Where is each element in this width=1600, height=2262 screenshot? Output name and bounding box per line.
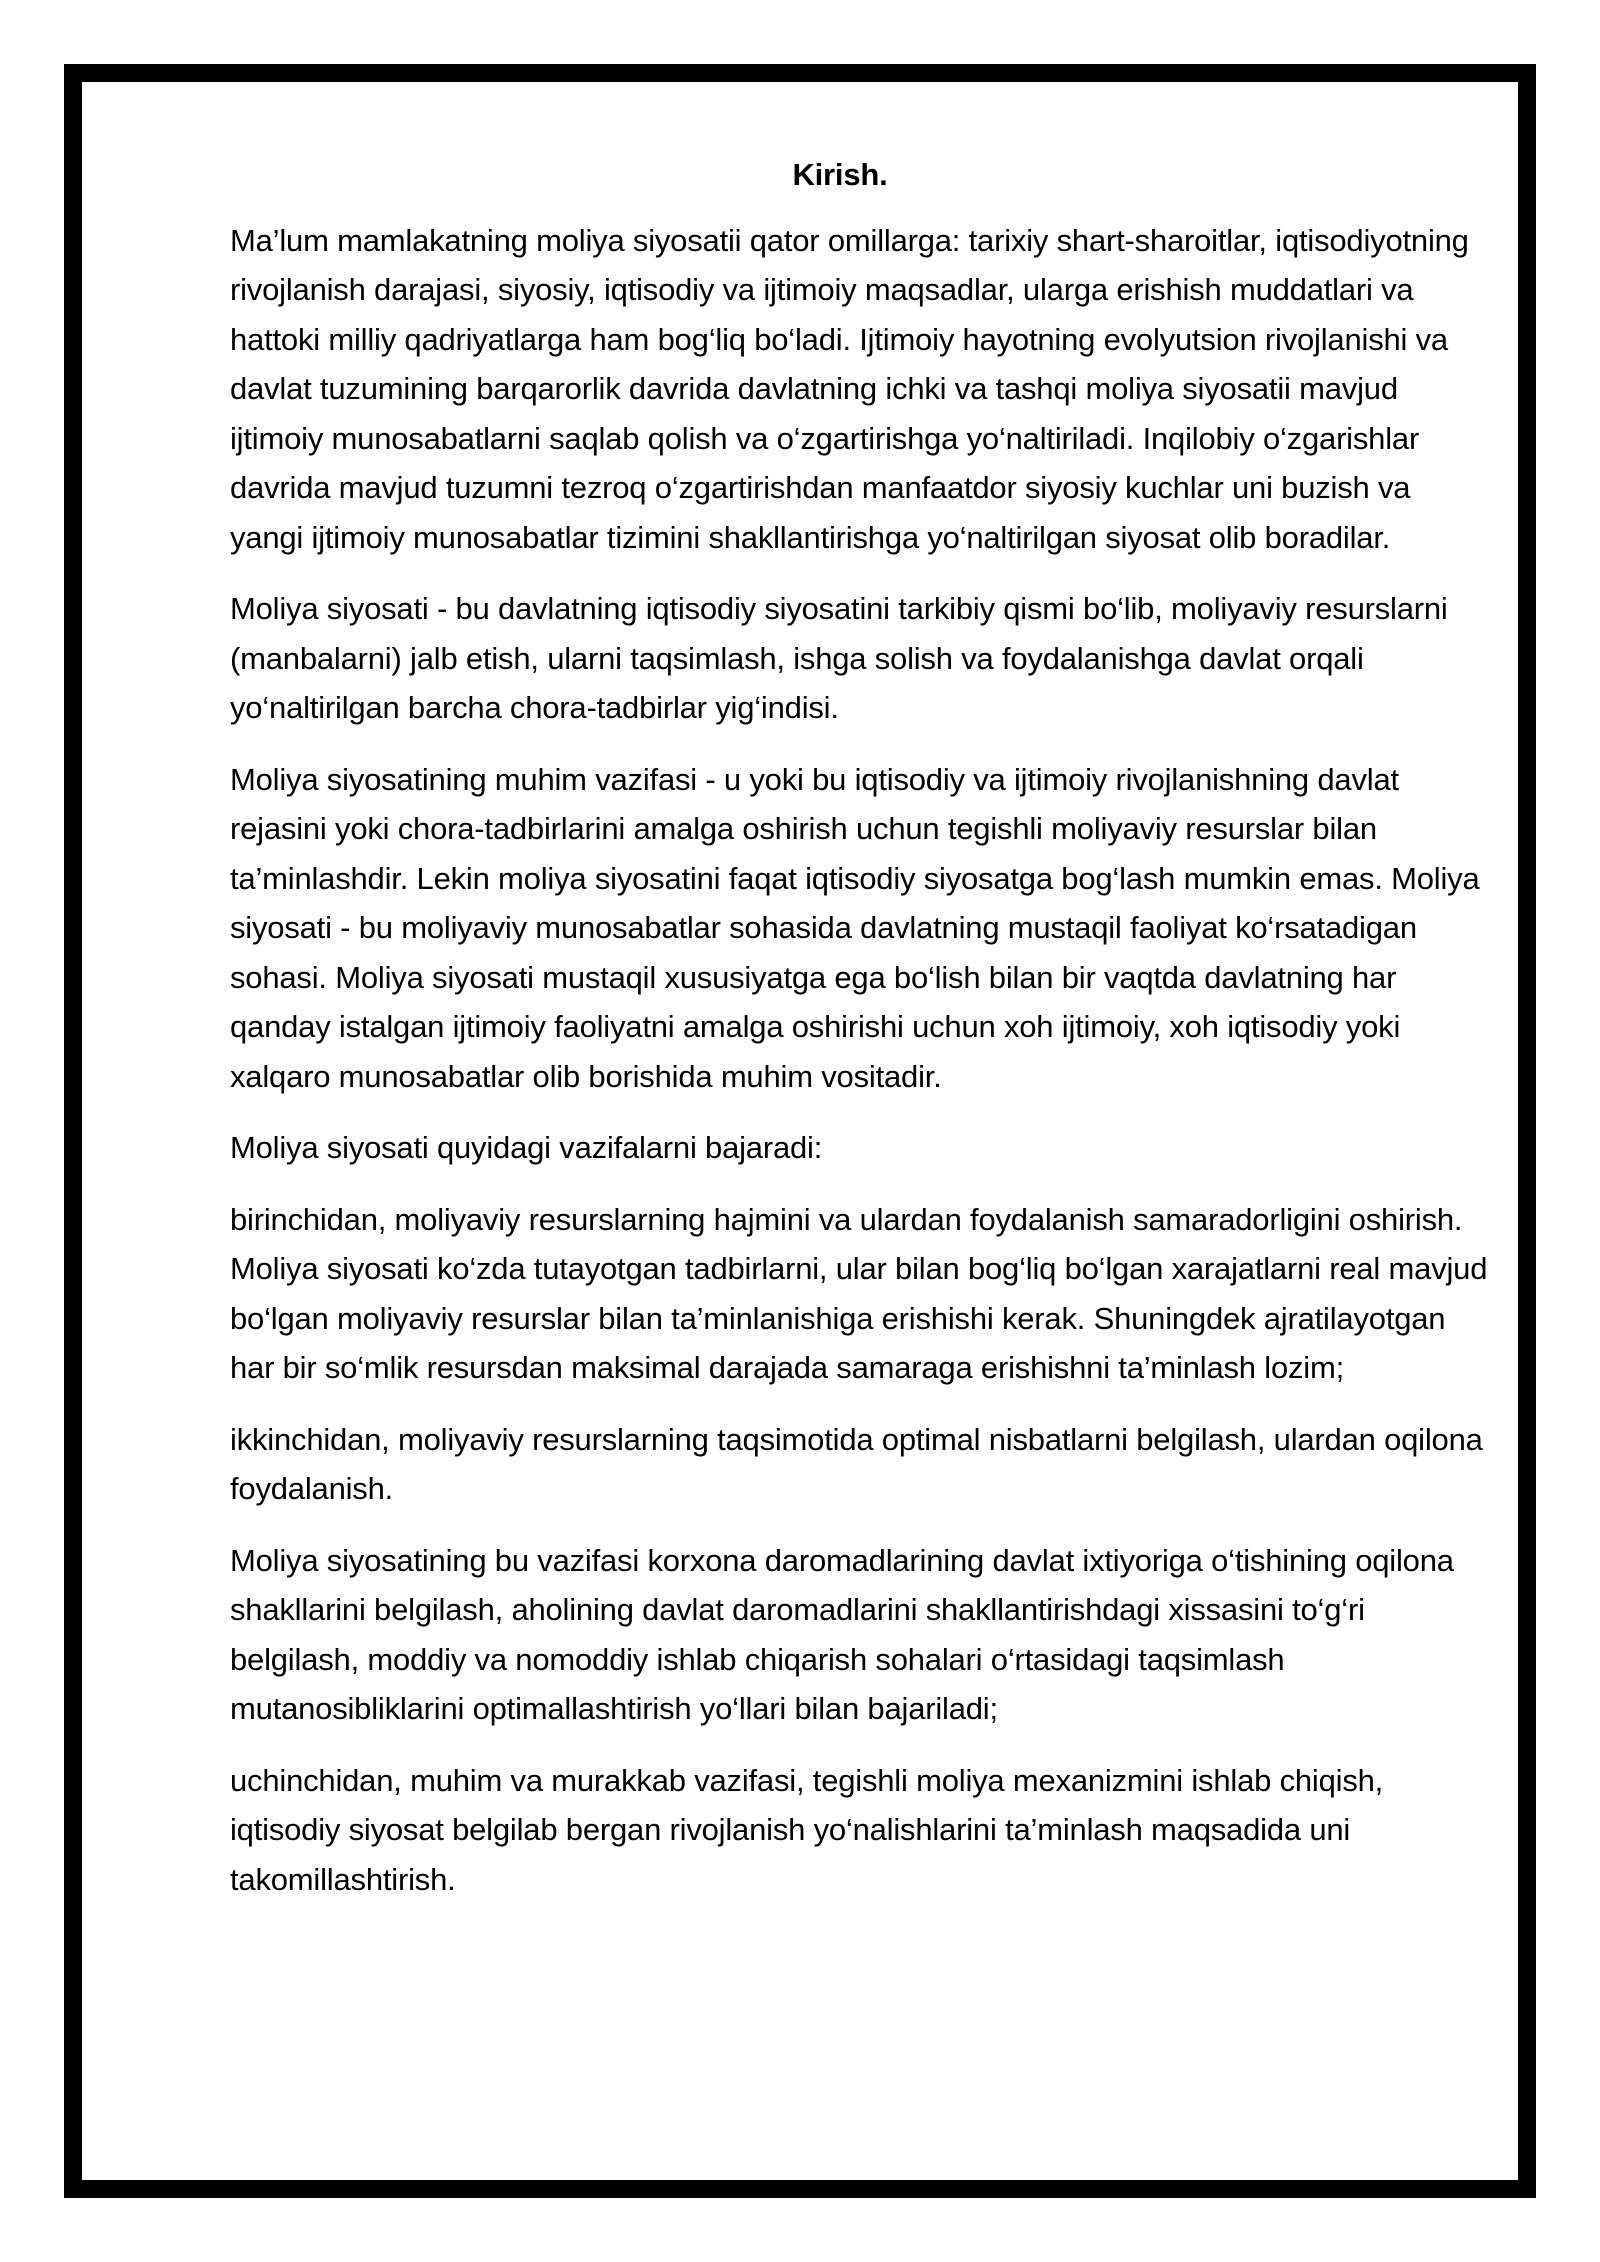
paragraph-second-task-detail: Moliya siyosatining bu vazifasi korxona daromadlarining davlat ixtiyoriga o‘tishining oqilona shakllarini belgilash, aholining davlat daromadlarini shakllantirishdagi xissasini to‘g‘ri belgilash, moddiy va nomoddiy ishlab chiqarish sohalari o‘rtasidagi taqsimlash mutanosibliklarini optimallashtirish yo‘llari bilan bajariladi; [230, 1542, 1454, 1726]
document-body [230, 150, 1490, 1926]
paragraph-second-task: ikkinchidan, moliyaviy resurslarning taqsimotida optimal nisbatlarni belgilash, ulardan oqilona foydalanish. [230, 1421, 1483, 1506]
paragraph-first-task: birinchidan, moliyaviy resurslarning hajmini va ulardan foydalanish samaradorligini oshirish. Moliya siyosati ko‘zda tutayotgan tadbirlarni, ular bilan bog‘liq bo‘lgan xarajatlarni real mavjud bo‘lgan moliyaviy resurslar bilan ta’minlanishiga erishishi kerak. Shuningdek ajratilayotgan har bir so‘mlik resursdan maksimal darajada samaraga erishishni ta’minlash lozim; [230, 1201, 1488, 1385]
paragraph-third-task: uchinchidan, muhim va murakkab vazifasi, tegishli moliya mexanizmini ishlab chiqish, iqtisodiy siyosat belgilab bergan rivojlanish yo‘nalishlarini ta’minlash maqsadida uni takomillashtirish. [230, 1762, 1384, 1897]
paragraph-definition: Moliya siyosati - bu davlatning iqtisodiy siyosatini tarkibiy qismi bo‘lib, moliyaviy resurslarni (manbalarni) jalb etish, ularni taqsimlash, ishga solish va foydalanishga davlat orqali yo‘naltirilgan barcha chora-tadbirlar yig‘indisi. [230, 591, 1448, 725]
paragraph-tasks-intro: Moliya siyosati quyidagi vazifalarni bajaradi: [230, 1130, 823, 1165]
paragraph-main-task: Moliya siyosatining muhim vazifasi - u yoki bu iqtisodiy va ijtimoiy rivojlanishning davlat rejasini yoki chora-tadbirlarini amalga oshirish uchun tegishli moliyaviy resurslar bilan ta’minlashdir. Lekin moliya siyosatini faqat iqtisodiy siyosatga bog‘lash mumkin emas. Moliya siyosati - bu moliyaviy munosabatlar sohasida davlatning mustaqil faoliyat ko‘rsatadigan sohasi. Moliya siyosati mustaqil xususiyatga ega bo‘lish bilan bir vaqtda davlatning har qanday istalgan ijtimoiy faoliyatni amalga oshirishi uchun xoh ijtimoiy, xoh iqtisodiy yoki xalqaro munosabatlar olib borishida muhim vositadir. [230, 761, 1480, 1094]
paragraph-intro: Ma’lum mamlakatning moliya siyosatii qator omillarga: tarixiy shart-sharoitlar, iqtisodiyotning rivojlanish darajasi, siyosiy, iqtisodiy va ijtimoiy maqsadlar, ularga erishish muddatlari va hattoki milliy qadriyatlarga ham bog‘liq bo‘ladi. Ijtimoiy hayotning evolyutsion rivojlanishi va davlat tuzumining barqarorlik davrida davlatning ichki va tashqi moliya siyosatii mavjud ijtimoiy munosabatlarni saqlab qolish va o‘zgartirishga yo‘naltiriladi. Inqilobiy o‘zgarishlar davrida mavjud tuzumni tezroq o‘zgartirishdan manfaatdor siyosiy kuchlar uni buzish va yangi ijtimoiy munosabatlar tizimini shakllantirishga yo‘naltirilgan siyosat olib boradilar. [230, 222, 1469, 555]
document-title: Kirish. [792, 157, 888, 192]
